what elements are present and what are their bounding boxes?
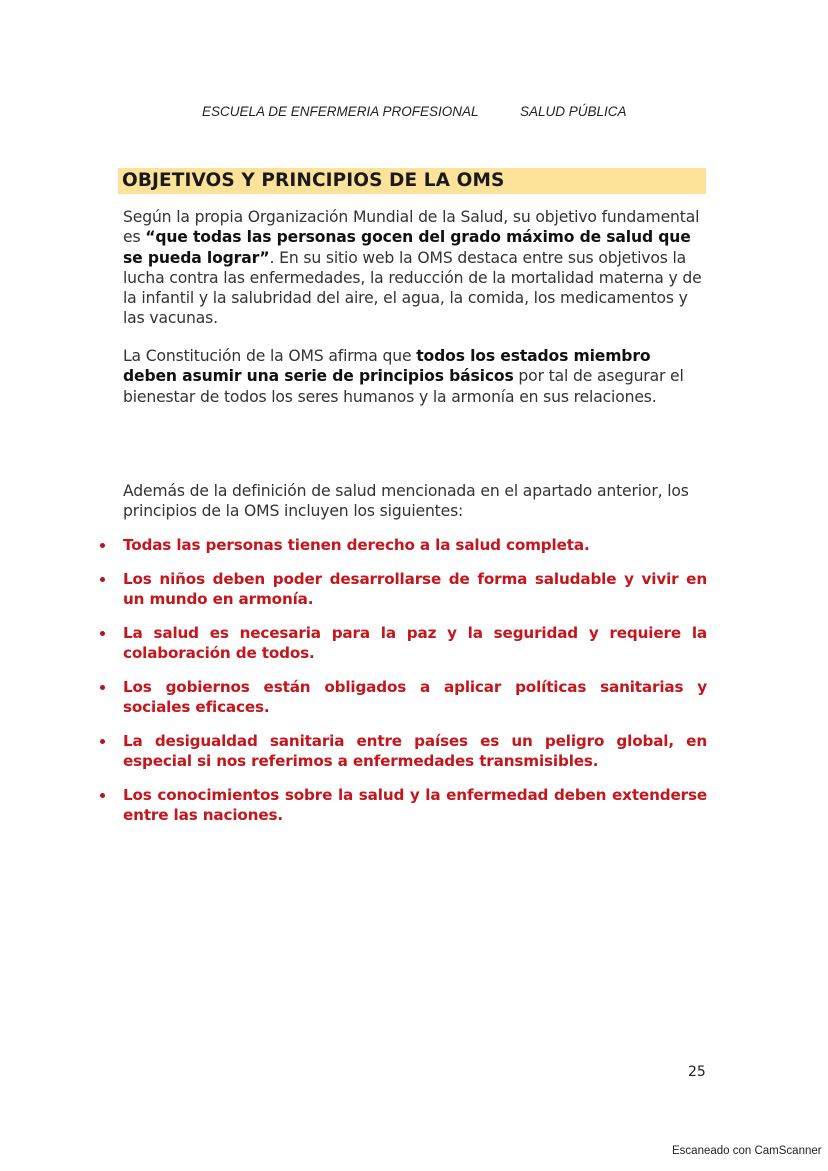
list-item-text: Los conocimientos sobre la salud y la enfermedad deben extenderse entre las naciones.: [123, 786, 707, 824]
list-item: [0, 785, 707, 825]
page-number: 25: [688, 1064, 706, 1080]
scanner-watermark: Escaneado con CamScanner: [672, 1145, 822, 1157]
list-item-text: Los gobiernos están obligados a aplicar políticas sanitarias y sociales eficaces.: [123, 678, 707, 716]
quote-bold: “que todas las personas gocen del grado máximo de salud que se pueda lograr”: [123, 228, 691, 267]
section-title: OBJETIVOS Y PRINCIPIOS DE LA OMS: [122, 170, 505, 191]
text: . En su sitio web la OMS destaca entre sus objetivos la lucha contra las enfermedades, la reducción de la mortalidad materna y de la infantil y la salubridad del aire, el agua, la comida, los medicamentos y las vacunas.: [123, 248, 702, 328]
list-item-text: La salud es necesaria para la paz y la seguridad y requiere la colaboración de todos.: [123, 624, 707, 662]
bullet-icon: [100, 739, 105, 744]
header-school: ESCUELA DE ENFERMERIA PROFESIONAL: [202, 104, 479, 119]
list-item-text: Los niños deben poder desarrollarse de forma saludable y vivir en un mundo en armonía.: [123, 570, 707, 608]
text: Según la propia Organización Mundial de la Salud, su objetivo fundamental es: [123, 208, 700, 247]
list-item-text: La desigualdad sanitaria entre países es un peligro global, en especial si nos referimos a enfermedades transmisibles.: [123, 732, 707, 770]
text: La Constitución de la OMS afirma que: [123, 347, 417, 365]
paragraph-constitution: [123, 346, 708, 407]
list-item: [0, 569, 707, 609]
principles-list: [0, 535, 828, 839]
paragraph-intro-principles: Además de la definición de salud mencionada en el apartado anterior, los principios de la OMS incluyen los siguientes:: [123, 482, 689, 521]
list-item: [0, 623, 707, 663]
section-title-band: [118, 168, 706, 194]
list-item: [0, 731, 707, 771]
emphasis-bold: todos los estados miembro deben asumir una serie de principios básicos: [123, 347, 651, 386]
list-item-text: Todas las personas tienen derecho a la salud completa.: [123, 536, 590, 554]
list-item: [0, 677, 707, 717]
list-item: [0, 535, 707, 555]
bullet-icon: [100, 543, 105, 548]
paragraph-objectives: [123, 207, 708, 329]
text: por tal de asegurar el bienestar de todos los seres humanos y la armonía en sus relaciones.: [123, 367, 684, 406]
bullet-icon: [100, 793, 105, 798]
bullet-icon: [100, 685, 105, 690]
bullet-icon: [100, 577, 105, 582]
header-subject: SALUD PÚBLICA: [520, 104, 627, 119]
bullet-icon: [100, 631, 105, 636]
